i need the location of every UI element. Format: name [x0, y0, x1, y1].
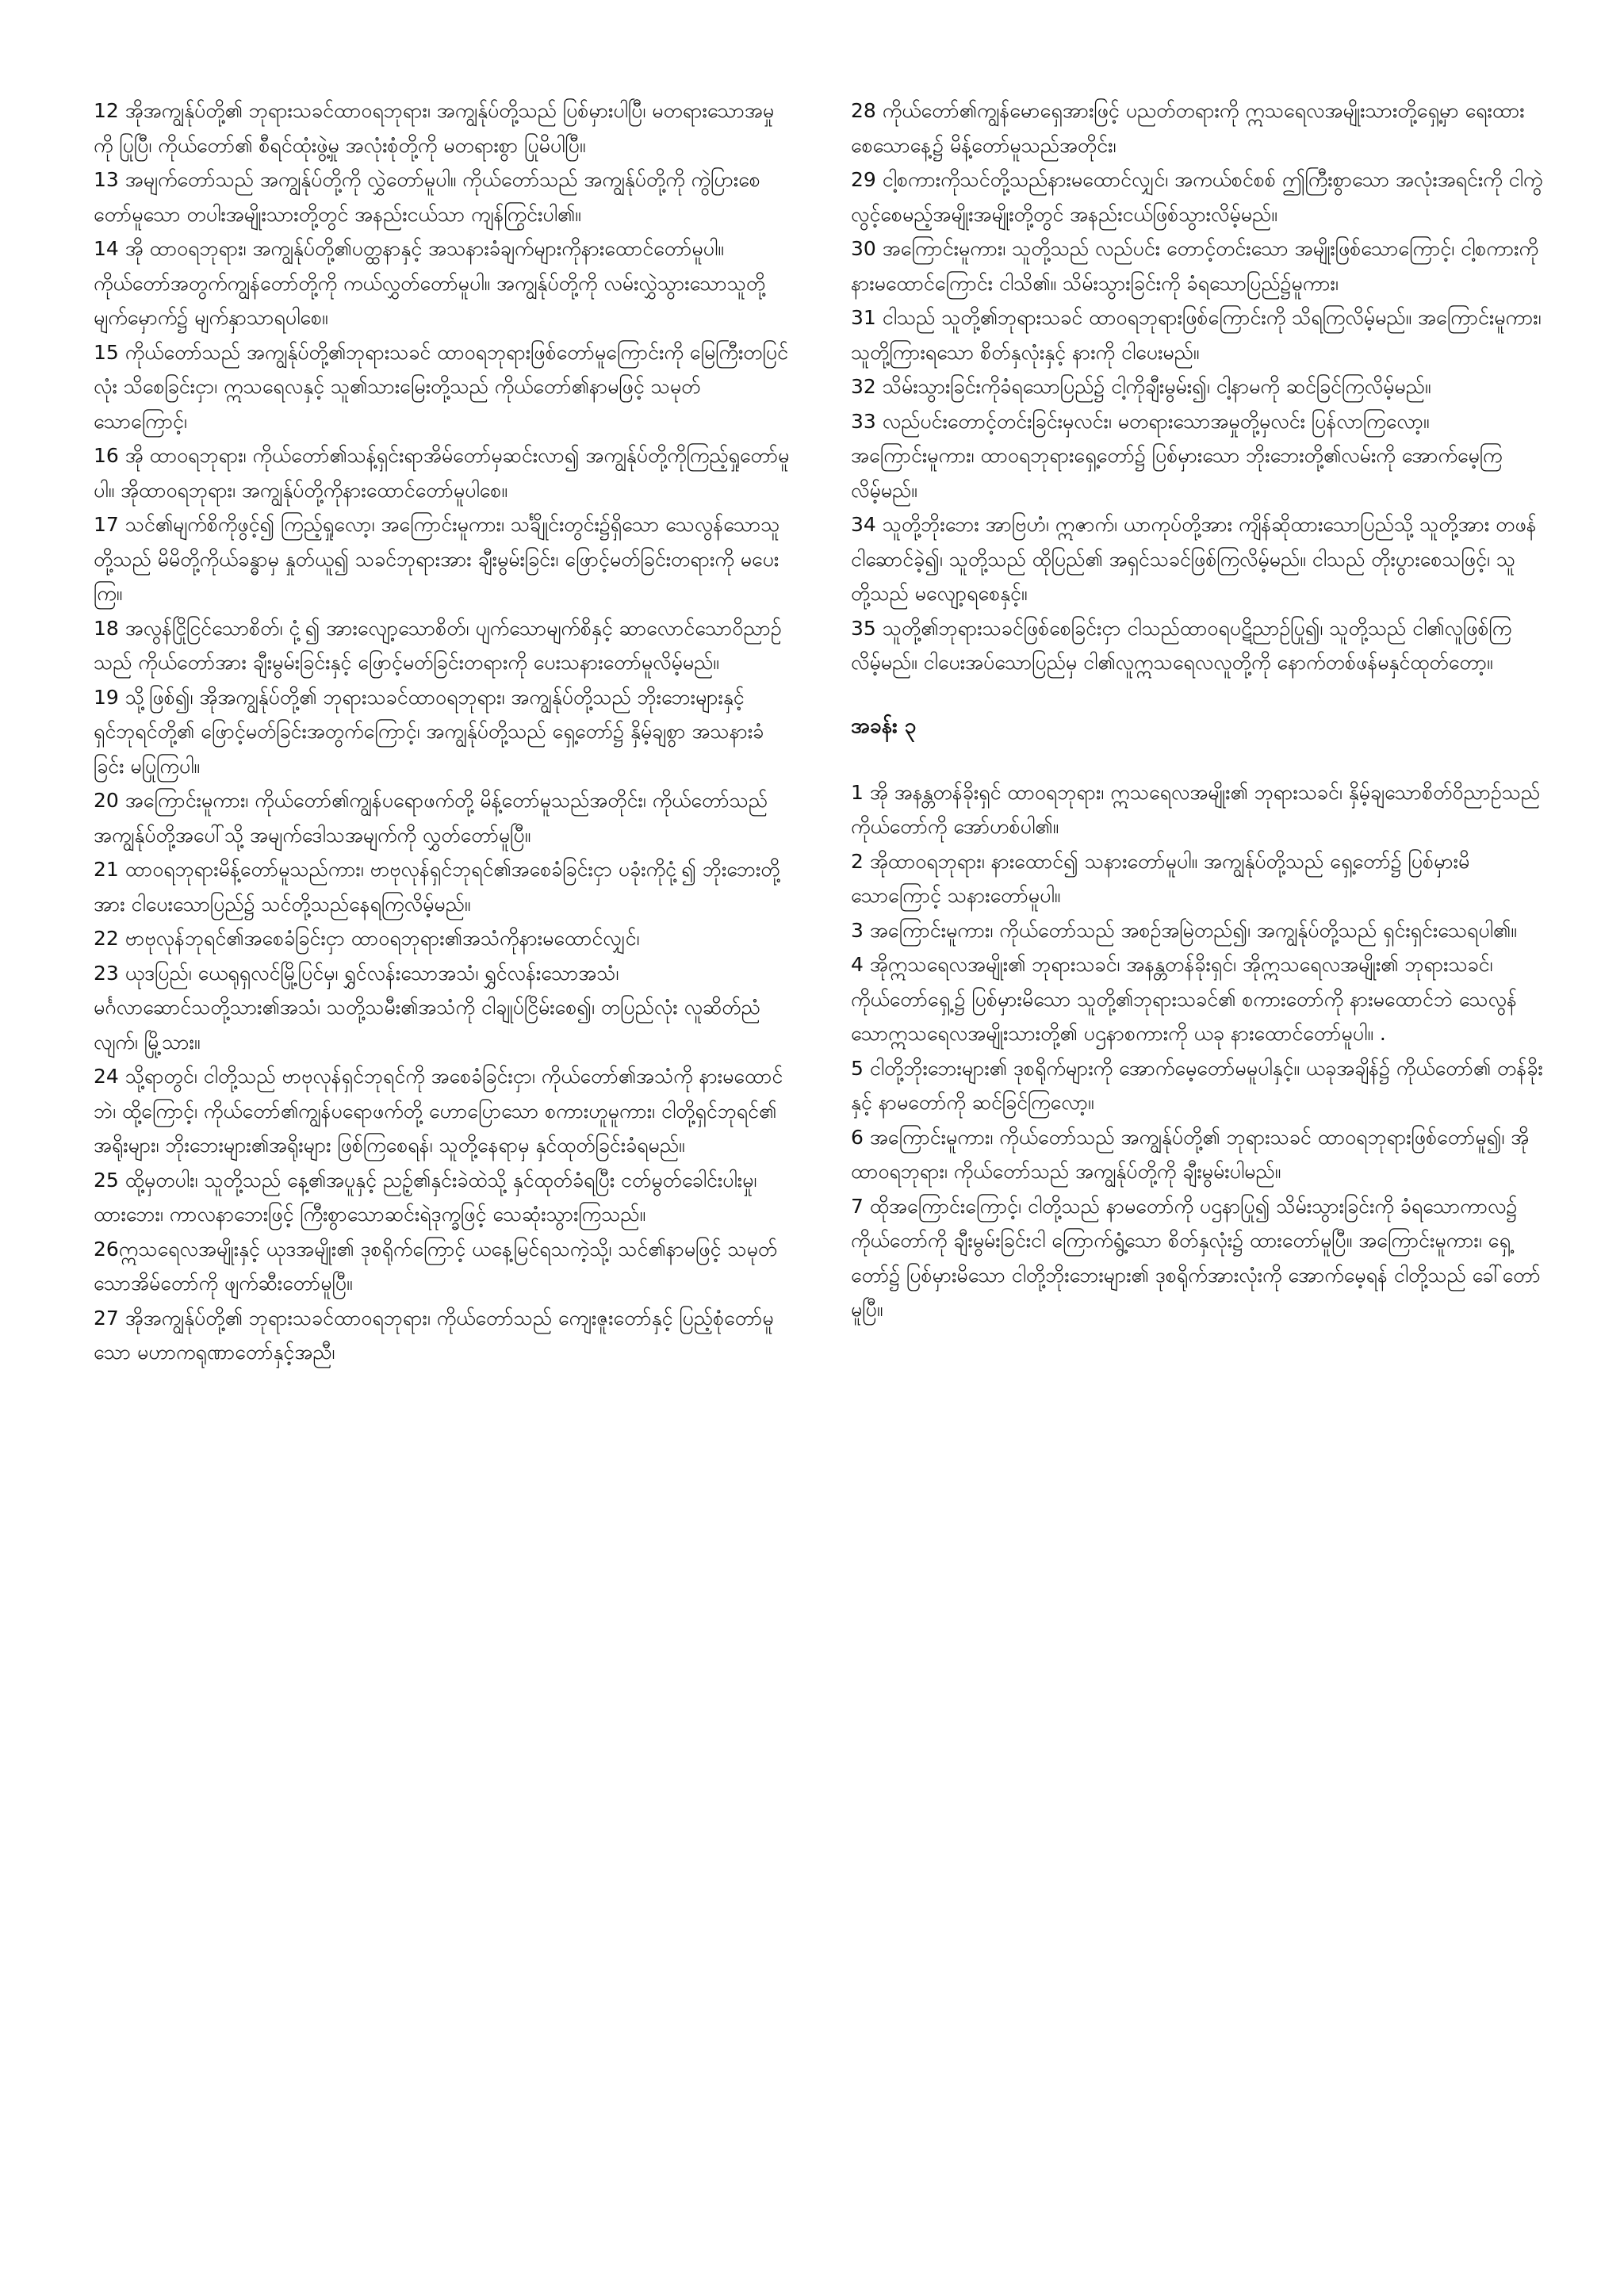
verse-28: 28 ကိုယ်တော်၏ကျွန်မောရှေအားဖြင့် ပညတ်တရားကို ဣသရေလအမျိုးသားတို့ရှေ့မှာ ရေးထားစေသောနေ့၌ မိန့်တော်မူသည်အတိုင်း၊: [851, 99, 1525, 157]
verse-14: 14 အို ထာဝရဘုရား၊ အကျွန်ုပ်တို့၏ပတ္ထနာနှင့် အသနားခံချက်များကိုနားထောင်တော်မူပါ။ ကိုယ်တော်အတွက်ကျွန်တော်တို့ကို ကယ်လွှတ်တော်မူပါ။ အကျွန်ုပ်တို့ကို လမ်းလွှဲသွားသောသူတို့မျက်မှောက်၌ မျက်နှာသာရပါစေ။: [94, 237, 766, 329]
chapter3-verse-1: 1 အို အနန္တတန်ခိုးရှင် ထာဝရဘုရား၊ ဣသရေလအမျိုး၏ ဘုရားသခင်၊ နှိမ့်ချသောစိတ်ဝိညာဉ်သည် ကိုယ်တော်ကို အော်ဟစ်ပါ၏။: [851, 780, 1541, 838]
verse-24: 24 သို့ရာတွင်၊ ငါတို့သည် ဗာဗုလုန်ရှင်ဘုရင်ကို အစေခံခြင်းငှာ၊ ကိုယ်တော်၏အသံကို နားမထောင်ဘဲ၊ ထို့ကြောင့်၊ ကိုယ်တော်၏ကျွန်ပရောဖက်တို့ ဟောပြောသော စကားဟူမူကား၊ ငါတို့ရှင်ဘုရင်၏ အရိုးများ၊ ဘိုးဘေးများ၏အရိုးများ ဖြစ်ကြစေရန်၊ သူတို့နေရာမှ နှင်ထုတ်ခြင်းခံရမည်။: [94, 1065, 783, 1157]
verse-20: 20 အကြောင်းမူကား၊ ကိုယ်တော်၏ကျွန်ပရောဖက်တို့ မိန့်တော်မူသည်အတိုင်း၊ ကိုယ်တော်သည် အကျွန်ုပ်တို့အပေါ်သို့ အမျက်ဒေါသအမျက်ကို လွှတ်တော်မူပြီ။: [94, 789, 768, 847]
chapter3-verse-4: 4 အိုဣသရေလအမျိုး၏ ဘုရားသခင်၊ အနန္တတန်ခိုးရှင်၊ အိုဣသရေလအမျိုး၏ ဘုရားသခင်၊ ကိုယ်တော်ရှေ့၌ ပြစ်မှားမိသော သူတို့၏ဘုရားသခင်၏ စကားတော်ကို နားမထောင်ဘဲ သေလွန်သောဣသရေလအမျိုးသားတို့၏ ပဌနာစကားကို ယခု နားထောင်တော်မူပါ။ .: [851, 953, 1517, 1045]
verse-31: 31 ငါသည် သူတို့၏ဘုရားသခင် ထာဝရဘုရားဖြစ်ကြောင်းကို သိရကြလိမ့်မည်။ အကြောင်းမူကား၊ သူတို့ကြားရသော စိတ်နှလုံးနှင့် နားကို ငါပေးမည်။: [851, 306, 1542, 364]
verse-30: 30 အကြောင်းမူကား၊ သူတို့သည် လည်ပင်း တောင့်တင်းသော အမျိုးဖြစ်သောကြောင့်၊ ငါ့စကားကို နားမထောင်ကြောင်း ငါသိ၏။ သိမ်းသွားခြင်းကို ခံရသောပြည်၌မူကား၊: [851, 237, 1538, 295]
verse-23: 23 ယုဒပြည်၊ ယေရုရှလင်မြို့ပြင်မှ၊ ရွှင်လန်းသောအသံ၊ ရွှင်လန်းသောအသံ၊ မင်္ဂလာဆောင်သတို့သား၏အသံ၊ သတို့သမီး၏အသံကို ငါချုပ်ငြိမ်းစေ၍၊ တပြည်လုံး လူဆိတ်ညံလျက်၊ မြို့သား။: [94, 961, 760, 1054]
verse-21: 21 ထာဝရဘုရားမိန့်တော်မူသည်ကား၊ ဗာဗုလုန်ရှင်ဘုရင်၏အစေခံခြင်းငှာ ပခုံးကိုငုံ့၍ ဘိုးဘေးတို့အား ငါပေးသောပြည်၌ သင်တို့သည်နေရကြလိမ့်မည်။: [94, 858, 780, 916]
verse-12: 12 အိုအကျွန်ုပ်တို့၏ ဘုရားသခင်ထာဝရဘုရား၊ အကျွန်ုပ်တို့သည် ပြစ်မှားပါပြီ၊ မတရားသောအမှုကို ပြုပြီ၊ ကိုယ်တော်၏ စီရင်ထုံးဖွဲ့မှု အလုံးစုံတို့ကို မတရားစွာ ပြုမိပါပြီ။: [94, 99, 775, 157]
verse-17: 17 သင်၏မျက်စိကိုဖွင့်၍ ကြည့်ရှုလော့၊ အကြောင်းမူကား၊ သင်္ချိုင်းတွင်း၌ရှိသော သေလွန်သောသူတို့သည် မိမိတို့ကိုယ်ခန္ဓာမှ နှုတ်ယူ၍ သခင်ဘုရားအား ချီးမွမ်းခြင်း၊ ဖြောင့်မတ်ခြင်းတရားကို မပေးကြ။: [94, 513, 780, 605]
left-column: [94, 94, 791, 1370]
verse-29: 29 ငါ့စကားကိုသင်တို့သည်နားမထောင်လျှင်၊ အကယ်စင်စစ် ဤကြီးစွာသော အလုံးအရင်းကို ငါကွဲလွင့်စေမည့်အမျိုးအမျိုးတို့တွင် အနည်းငယ်ဖြစ်သွားလိမ့်မည်။: [851, 168, 1543, 226]
chapter3-verse-6: 6 အကြောင်းမူကား၊ ကိုယ်တော်သည် အကျွန်ုပ်တို့၏ ဘုရားသခင် ထာဝရဘုရားဖြစ်တော်မူ၍၊ အိုထာဝရဘုရား၊ ကိုယ်တော်သည် အကျွန်ုပ်တို့ကို ချီးမွမ်းပါမည်။: [851, 1125, 1530, 1183]
verse-16: 16 အို ထာဝရဘုရား၊ ကိုယ်တော်၏သန့်ရှင်းရာအိမ်တော်မှဆင်းလာ၍ အကျွန်ုပ်တို့ကိုကြည့်ရှုတော်မူပါ။ အိုထာဝရဘုရား၊ အကျွန်ုပ်တို့ကိုနားထောင်တော်မူပါစေ။: [94, 444, 790, 502]
chapter3-verse-3: 3 အကြောင်းမူကား၊ ကိုယ်တော်သည် အစဉ်အမြဲတည်၍၊ အကျွန်ုပ်တို့သည် ရှင်းရှင်းသေရပါ၏။: [851, 918, 1517, 942]
right-column: [851, 94, 1549, 1327]
verse-26: 26ဣသရေလအမျိုးနှင့် ယုဒအမျိုး၏ ဒုစရိုက်ကြောင့် ယနေ့မြင်ရသကဲ့သို့၊ သင်၏နာမဖြင့် သမုတ်သောအိမ်တော်ကို ဖျက်ဆီးတော်မူပြီ။: [94, 1237, 778, 1295]
verse-35: 35 သူတို့၏ဘုရားသခင်ဖြစ်စေခြင်းငှာ ငါသည်ထာဝရပဋိညာဉ်ပြု၍၊ သူတို့သည် ငါ၏လူဖြစ်ကြလိမ့်မည်။ ငါပေးအပ်သောပြည်မှ ငါ၏လူဣသရေလလူတို့ကို နောက်တစ်ဖန်မနှင်ထုတ်တော့။: [851, 616, 1512, 674]
verse-32: 32 သိမ်းသွားခြင်းကိုခံရသောပြည်၌ ငါ့ကိုချီးမွမ်း၍၊ ငါ့နာမကို ဆင်ခြင်ကြလိမ့်မည်။: [851, 375, 1431, 398]
verse-34: 34 သူတို့ဘိုးဘေး အာဗြဟံ၊ ဣဇာက်၊ ယာကုပ်တို့အား ကျိန်ဆိုထားသောပြည်သို့ သူတို့အား တဖန်ငါဆောင်ခဲ့၍၊ သူတို့သည် ထိုပြည်၏ အရှင်သခင်ဖြစ်ကြလိမ့်မည်။ ငါသည် တိုးပွားစေသဖြင့်၊ သူတို့သည် မလျော့ရစေနှင့်။: [851, 513, 1537, 605]
verse-33: 33 လည်ပင်းတောင့်တင်းခြင်းမှလင်း၊ မတရားသောအမှုတို့မှလင်း ပြန်လာကြလော့။ အကြောင်းမူကား၊ ထာဝရဘုရားရှေ့တော်၌ ပြစ်မှားသော ဘိုးဘေးတို့၏လမ်းကို အောက်မေ့ကြလိမ့်မည်။: [851, 409, 1503, 502]
verse-22: 22 ဗာဗုလုန်ဘုရင်၏အစေခံခြင်းငှာ ထာဝရဘုရား၏အသံကိုနားမထောင်လျှင်၊: [94, 927, 640, 950]
verse-19: 19 သို့ဖြစ်၍၊ အိုအကျွန်ုပ်တို့၏ ဘုရားသခင်ထာဝရဘုရား၊ အကျွန်ုပ်တို့သည် ဘိုးဘေးများနှင့် ရှင်ဘုရင်တို့၏ ဖြောင့်မတ်ခြင်းအတွက်ကြောင့်၊ အကျွန်ုပ်တို့သည် ရှေ့တော်၌ နှိမ့်ချစွာ အသနားခံခြင်း မပြုကြပါ။: [94, 685, 764, 778]
verse-18: 18 အလွန်ငြိုငြင်သောစိတ်၊ ငုံ့၍ အားလျော့သောစိတ်၊ ပျက်သောမျက်စိနှင့် ဆာလောင်သောဝိညာဉ်သည် ကိုယ်တော်အား ချီးမွမ်းခြင်းနှင့် ဖြောင့်မတ်ခြင်းတရားကို ပေးသနားတော်မူလိမ့်မည်။: [94, 616, 782, 674]
chapter-heading: အခန်း ၃: [851, 714, 917, 738]
verse-13: 13 အမျက်တော်သည် အကျွန်ုပ်တို့ကို လွှဲတော်မူပါ။ ကိုယ်တော်သည် အကျွန်ုပ်တို့ကို ကွဲပြားစေတော်မူသော တပါးအမျိုးသားတို့တွင် အနည်းငယ်သာ ကျန်ကြွင်းပါ၏။: [94, 168, 760, 226]
verse-15: 15 ကိုယ်တော်သည် အကျွန်ုပ်တို့၏ဘုရားသခင် ထာဝရဘုရားဖြစ်တော်မူကြောင်းကို မြေကြီးတပြင်လုံး သိစေခြင်းငှာ၊ ဣသရေလနှင့် သူ၏သားမြေးတို့သည် ကိုယ်တော်၏နာမဖြင့် သမုတ်သောကြောင့်၊: [94, 340, 788, 433]
verse-25: 25 ထို့မှတပါး၊ သူတို့သည် နေ့၏အပူနှင့် ညဉ့်၏နှင်းခဲထဲသို့ နှင်ထုတ်ခံရပြီး ငတ်မွတ်ခေါင်းပါးမှု၊ ထားဘေး၊ ကာလနာဘေးဖြင့် ကြီးစွာသောဆင်းရဲဒုက္ခဖြင့် သေဆုံးသွားကြသည်။: [94, 1168, 757, 1226]
chapter3-verse-2: 2 အိုထာဝရဘုရား၊ နားထောင်၍ သနားတော်မူပါ။ အကျွန်ုပ်တို့သည် ရှေ့တော်၌ ပြစ်မှားမိသောကြောင့် သနားတော်မူပါ။: [851, 849, 1470, 907]
verse-27: 27 အိုအကျွန်ုပ်တို့၏ ဘုရားသခင်ထာဝရဘုရား၊ ကိုယ်တော်သည် ကျေးဇူးတော်နှင့် ပြည့်စုံတော်မူသော မဟာကရုဏာတော်နှင့်အညီ၊: [94, 1306, 774, 1364]
chapter3-verse-5: 5 ငါတို့ဘိုးဘေးများ၏ ဒုစရိုက်များကို အောက်မေ့တော်မမူပါနှင့်။ ယခုအချိန်၌ ကိုယ်တော်၏ တန်ခိုးနှင့် နာမတော်ကို ဆင်ခြင်ကြလော့။: [851, 1056, 1543, 1114]
chapter3-verse-7: 7 ထိုအကြောင်းကြောင့်၊ ငါတို့သည် နာမတော်ကို ပဌနာပြု၍ သိမ်းသွားခြင်းကို ခံရသောကာလ၌ ကိုယ်တော်ကို ချီးမွမ်းခြင်းငါ ကြောက်ရွံ့သော စိတ်နှလုံး၌ ထားတော်မူပြီ။ အကြောင်းမူကား၊ ရှေ့တော်၌ ပြစ်မှားမိသော ငါတို့ဘိုးဘေးများ၏ ဒုစရိုက်အားလုံးကို အောက်မေ့ရန် ငါတို့သည် ခေါ်တော်မူပြီ။: [851, 1194, 1541, 1321]
